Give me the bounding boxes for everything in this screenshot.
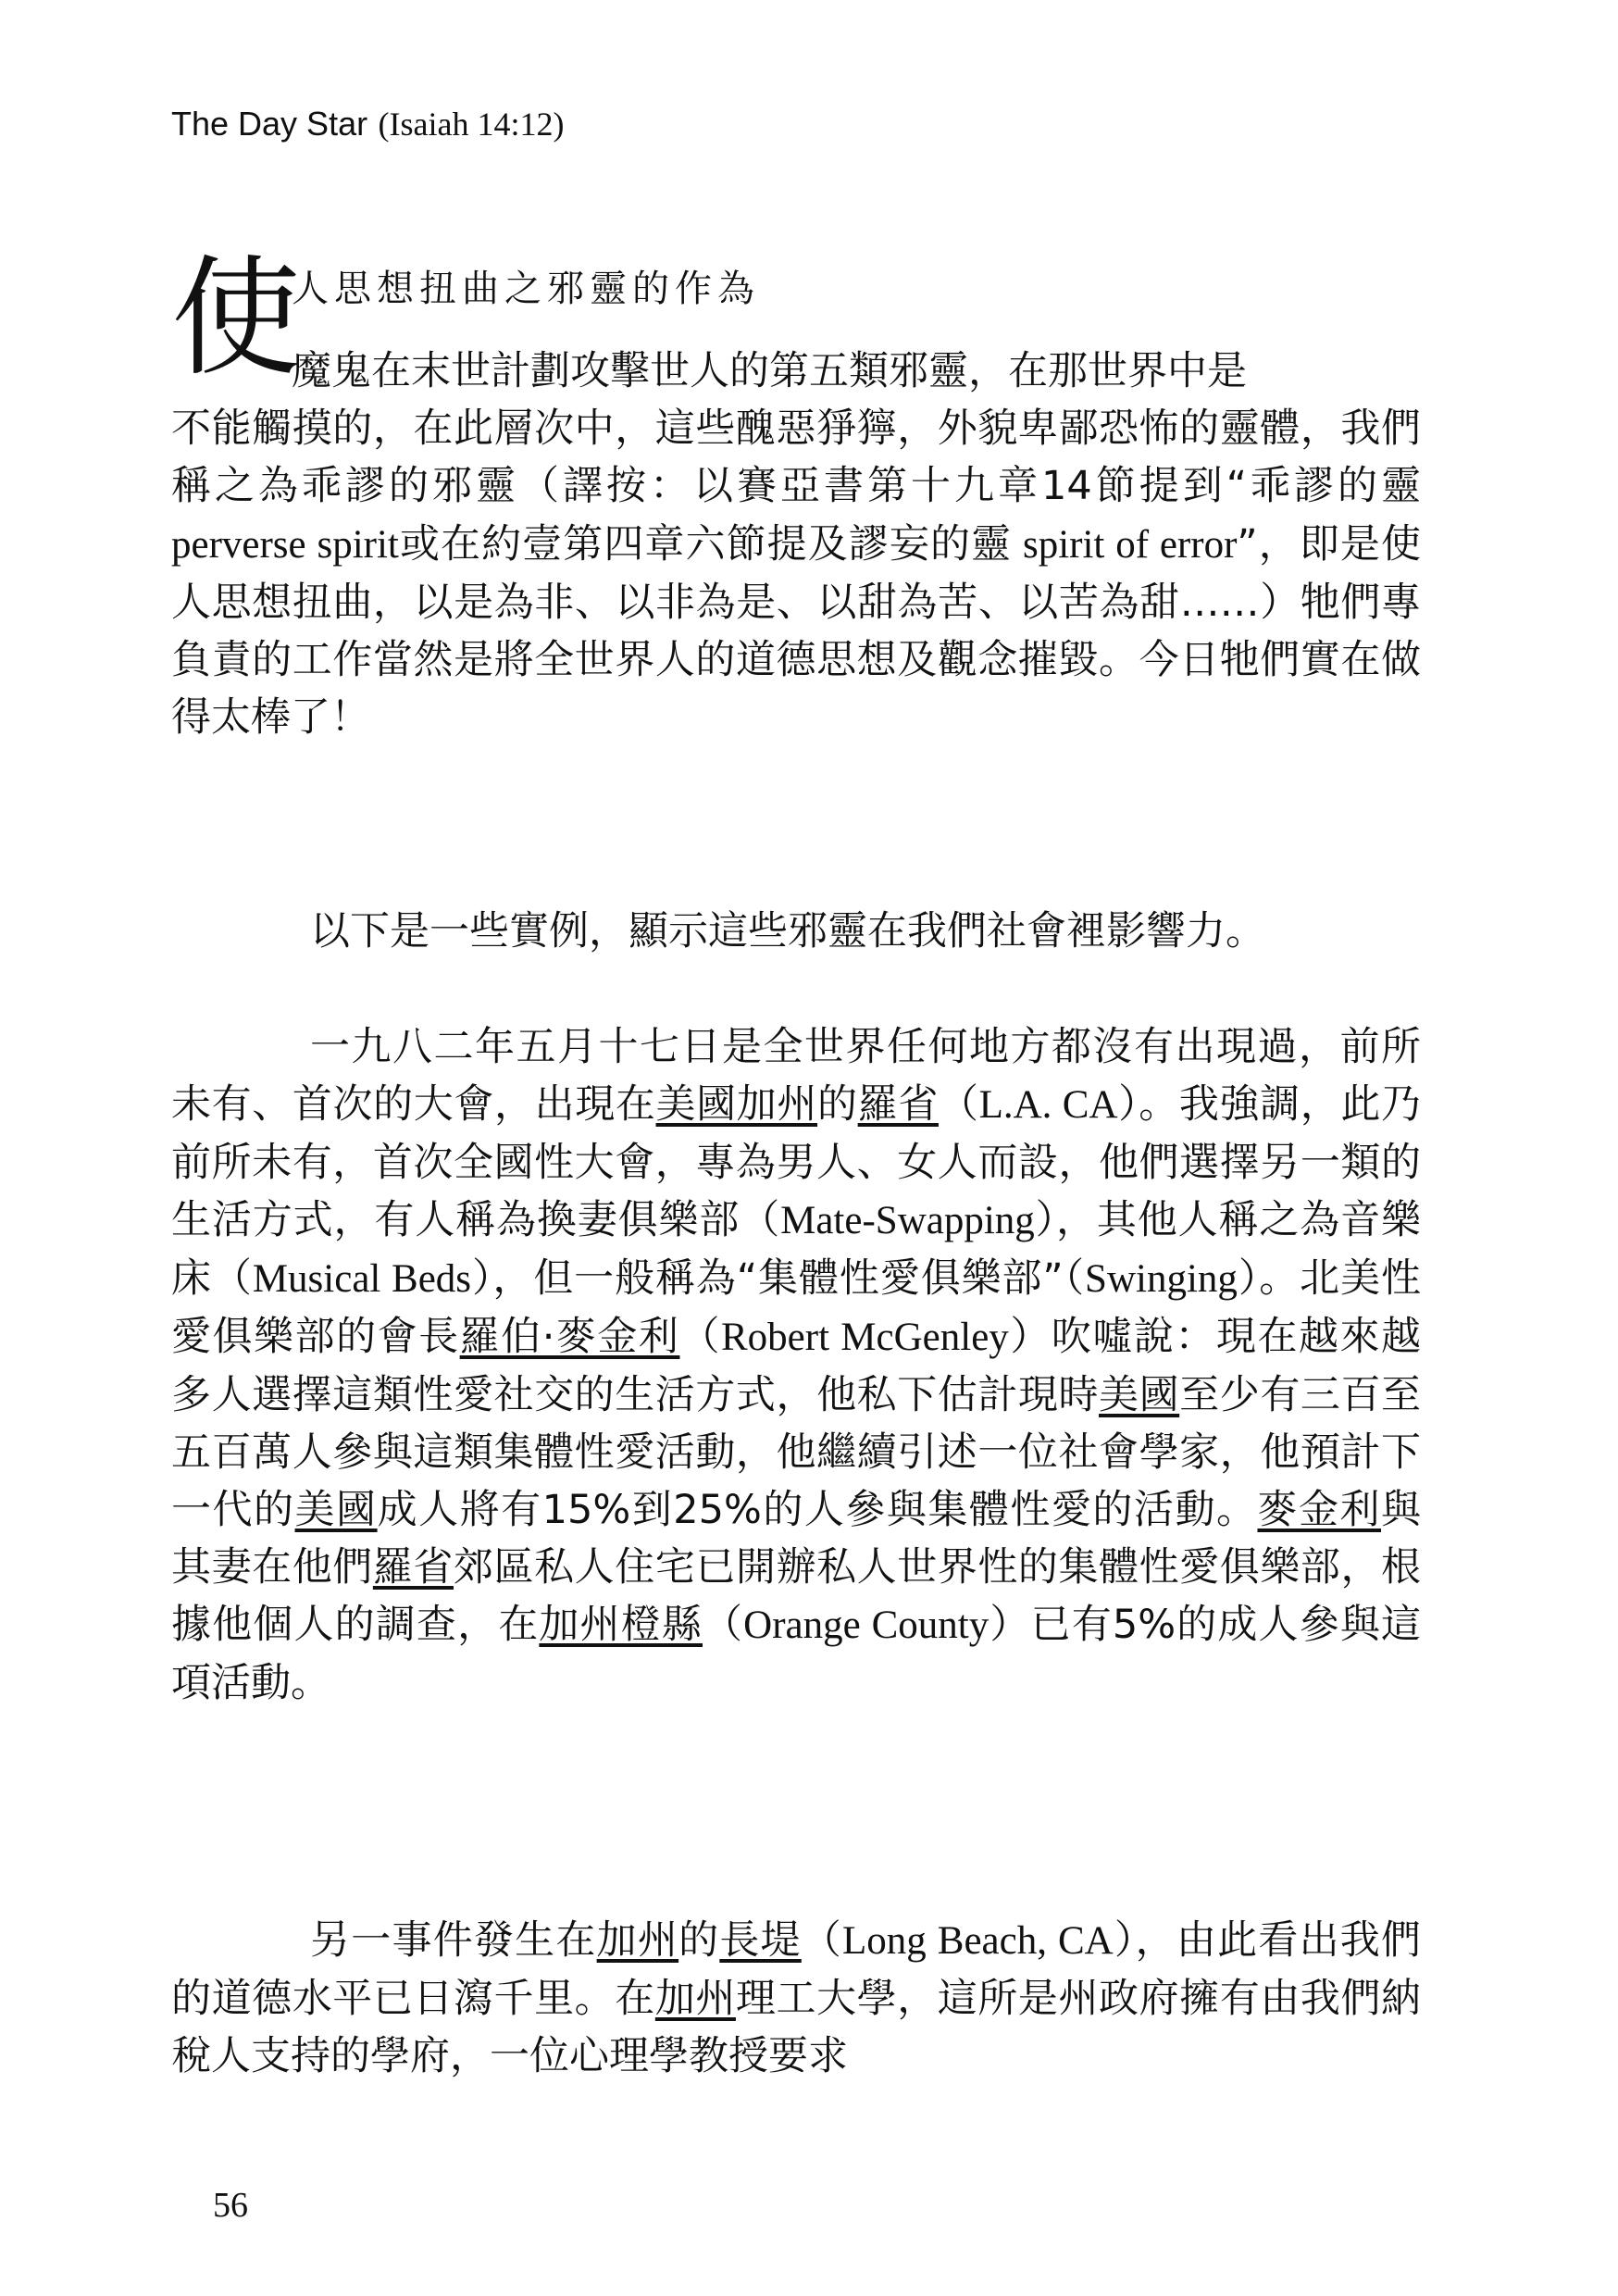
underlined-name: 麥金利 <box>1257 1487 1382 1533</box>
text: 至少有三百至五百萬人參與這類集體性愛活動，他繼續引述一位社會學家，他預計下一代的 <box>171 1372 1422 1533</box>
paragraph-2 <box>171 903 1421 960</box>
section-title: 人思想扭曲之邪靈的作為 <box>292 268 760 310</box>
underlined-place: 美國加州 <box>655 1081 818 1128</box>
page-number: 56 <box>213 2186 248 2225</box>
text: ）。我強調，此乃前所未有，首次全國性大會，專為男人、女人而設，他們選擇另一類的生活方式，有人稱為換妻俱樂部（ <box>171 1081 1422 1243</box>
paragraph-2-text: 以下是一些實例，顯示這些邪靈在我們社會裡影響力。 <box>310 908 1265 955</box>
underlined-place: 加州 <box>596 1917 679 1964</box>
scripture-reference: (Isaiah 14:12) <box>378 106 565 143</box>
underlined-place: 加州 <box>654 1976 736 2022</box>
text: （ <box>703 1602 744 1648</box>
paragraph-3 <box>171 1018 1421 1712</box>
paragraph-1-text-b: 或在約壹第四章六節提及謬妄的靈 <box>398 521 1013 568</box>
latin-term: Mate-Swapping <box>780 1199 1035 1242</box>
paragraph-1-text-c: ”，即是使人思想扭曲，以是為非、以非為是、以甜為苦、以苦為甜……）牠們專負責的工作當然是將全世界人的道德思想及觀念摧毀。今日牠們實在做得太棒了！ <box>171 521 1421 741</box>
latin-term: Long Beach, CA <box>842 1919 1114 1963</box>
paragraph-1-first-line: 魔鬼在末世計劃攻擊世人的第五類邪靈，在那世界中是 <box>292 348 1247 394</box>
text: 的 <box>817 1081 858 1128</box>
text: 成人將有15%到25%的人參與集體性愛的活動。 <box>377 1487 1258 1533</box>
text: （ <box>801 1917 843 1964</box>
text: ）已有5%的成人參與這項活動。 <box>171 1602 1422 1706</box>
text: 理工大學，這所是州政府擁有由我們納稅人支持的學府，一位心理學教授要求 <box>171 1976 1422 2079</box>
underlined-place: 羅省 <box>372 1544 454 1591</box>
text: 的 <box>678 1917 720 1964</box>
drop-cap: 使 <box>171 243 302 394</box>
running-header <box>171 104 564 145</box>
text: 郊區私人住宅已開辦私人世界性的集體性愛俱樂部，根據他個人的調查，在 <box>171 1544 1422 1648</box>
text: 與其妻在他們 <box>171 1487 1422 1591</box>
paragraph-1-text-a: 不能觸摸的，在此層次中，這些醜惡猙獰，外貌卑鄙恐怖的靈體，我們稱之為乖謬的邪靈（譯按：以賽亞書第十九章14節提到“乖謬的靈 <box>171 406 1421 509</box>
latin-term: L.A. CA <box>978 1083 1118 1127</box>
latin-term: Robert McGenley <box>721 1316 1009 1359</box>
text: ），由此看出我們的道德水平已日瀉千里。在 <box>171 1917 1422 2022</box>
text: （ <box>679 1314 721 1360</box>
text: ）吹噓說：現在越來越多人選擇這類性愛社交的生活方式，他私下估計現時 <box>171 1314 1422 1418</box>
text: ），其他人稱之為音樂床（ <box>171 1197 1422 1302</box>
paragraph-4 <box>171 1912 1421 2085</box>
latin-spirit-of-error: spirit of error <box>1012 523 1238 567</box>
underlined-place: 羅省 <box>857 1081 939 1128</box>
underlined-place: 美國 <box>1099 1372 1180 1418</box>
paragraph-1 <box>171 343 1421 746</box>
underlined-place: 長堤 <box>719 1917 802 1964</box>
text: 一九八二年五月十七日是全世界任何地方都沒有出現過，前所未有、首次的大會，出現在 <box>171 1024 1421 1128</box>
underlined-place: 加州橙縣 <box>539 1602 703 1648</box>
text: ），但一般稱為“集體性愛俱樂部”（ <box>471 1255 1086 1302</box>
text: ）。北美性愛俱樂部的會長 <box>171 1255 1421 1360</box>
book-title: The Day Star <box>171 105 368 143</box>
text: （ <box>938 1081 979 1128</box>
latin-perverse-spirit: perverse spirit <box>171 523 399 567</box>
latin-term: Musical Beds <box>252 1257 472 1301</box>
latin-term: Swinging <box>1085 1257 1238 1301</box>
text: 另一事件發生在 <box>310 1917 597 1964</box>
underlined-name: 羅伯·麥金利 <box>459 1314 680 1360</box>
latin-term: Orange County <box>743 1603 989 1647</box>
underlined-place: 美國 <box>294 1487 378 1533</box>
